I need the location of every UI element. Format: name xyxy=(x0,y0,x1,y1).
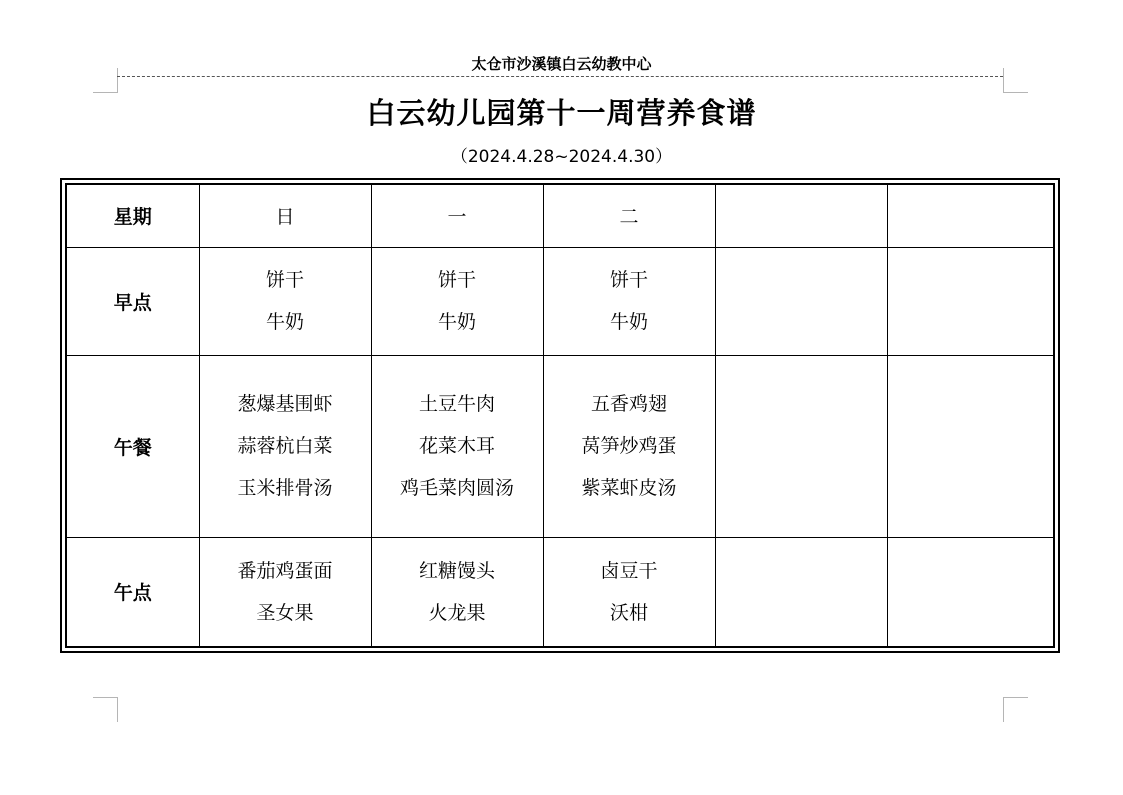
dish-item: 红糖馒头 xyxy=(418,559,495,582)
dish-item: 沃柑 xyxy=(609,601,648,624)
row-label-cell[interactable]: 早点 xyxy=(66,247,199,355)
meal-cell[interactable] xyxy=(199,247,371,355)
weekday-header-cell[interactable]: 星期 xyxy=(66,184,199,247)
dish-item: 番茄鸡蛋面 xyxy=(237,559,333,582)
dish-item: 圣女果 xyxy=(256,601,314,624)
row-label-cell[interactable]: 午点 xyxy=(66,537,199,647)
dish-item: 火龙果 xyxy=(428,601,486,624)
header-divider xyxy=(117,76,1003,77)
meal-cell[interactable] xyxy=(371,247,543,355)
table-header-row xyxy=(66,184,1054,247)
crop-mark-bottom-right xyxy=(1003,697,1028,722)
dish-item: 莴笋炒鸡蛋 xyxy=(581,435,677,457)
meal-cell[interactable] xyxy=(543,247,715,355)
dish-item: 饼干 xyxy=(609,269,648,291)
meal-cell-empty[interactable] xyxy=(715,247,887,355)
dish-item: 五香鸡翅 xyxy=(590,393,667,415)
dish-item: 土豆牛肉 xyxy=(418,393,495,415)
day-header-cell[interactable] xyxy=(715,184,887,247)
meal-cell-empty[interactable] xyxy=(887,355,1054,537)
meal-cell[interactable] xyxy=(543,355,715,537)
meal-cell-empty[interactable] xyxy=(715,355,887,537)
table-row-lunch xyxy=(66,355,1054,537)
meal-cell[interactable] xyxy=(199,355,371,537)
menu-table-frame xyxy=(60,178,1060,653)
crop-mark-bottom-left xyxy=(93,697,118,722)
dish-item: 鸡毛菜肉圆汤 xyxy=(399,477,514,499)
meal-cell[interactable] xyxy=(543,537,715,647)
page-title: 白云幼儿园第十一周营养食谱 xyxy=(366,96,757,130)
dish-item: 紫菜虾皮汤 xyxy=(581,477,677,499)
dish-item: 蒜蓉杭白菜 xyxy=(237,435,333,457)
dish-item: 卤豆干 xyxy=(600,559,658,582)
date-range: （2024.4.28~2024.4.30） xyxy=(450,147,673,167)
dish-item: 牛奶 xyxy=(265,311,304,333)
page-header-org: 太仓市沙溪镇白云幼教中心 xyxy=(471,55,652,73)
meal-cell[interactable] xyxy=(371,355,543,537)
dish-item: 牛奶 xyxy=(437,311,476,333)
meal-cell-empty[interactable] xyxy=(887,247,1054,355)
menu-table xyxy=(65,183,1055,648)
meal-cell-empty[interactable] xyxy=(715,537,887,647)
dish-item: 饼干 xyxy=(265,269,304,291)
day-header-cell[interactable] xyxy=(887,184,1054,247)
day-header-cell[interactable]: 二 xyxy=(543,184,715,247)
dish-item: 葱爆基围虾 xyxy=(237,393,333,415)
dish-item: 牛奶 xyxy=(609,311,648,333)
table-row-afternoon-snack xyxy=(66,537,1054,647)
row-label-cell[interactable]: 午餐 xyxy=(66,355,199,537)
meal-cell[interactable] xyxy=(371,537,543,647)
meal-cell-empty[interactable] xyxy=(887,537,1054,647)
meal-cell[interactable] xyxy=(199,537,371,647)
day-header-cell[interactable]: 日 xyxy=(199,184,371,247)
dish-item: 饼干 xyxy=(437,269,476,291)
table-row-breakfast xyxy=(66,247,1054,355)
day-header-cell[interactable]: 一 xyxy=(371,184,543,247)
dish-item: 玉米排骨汤 xyxy=(237,477,333,499)
dish-item: 花菜木耳 xyxy=(418,435,495,457)
